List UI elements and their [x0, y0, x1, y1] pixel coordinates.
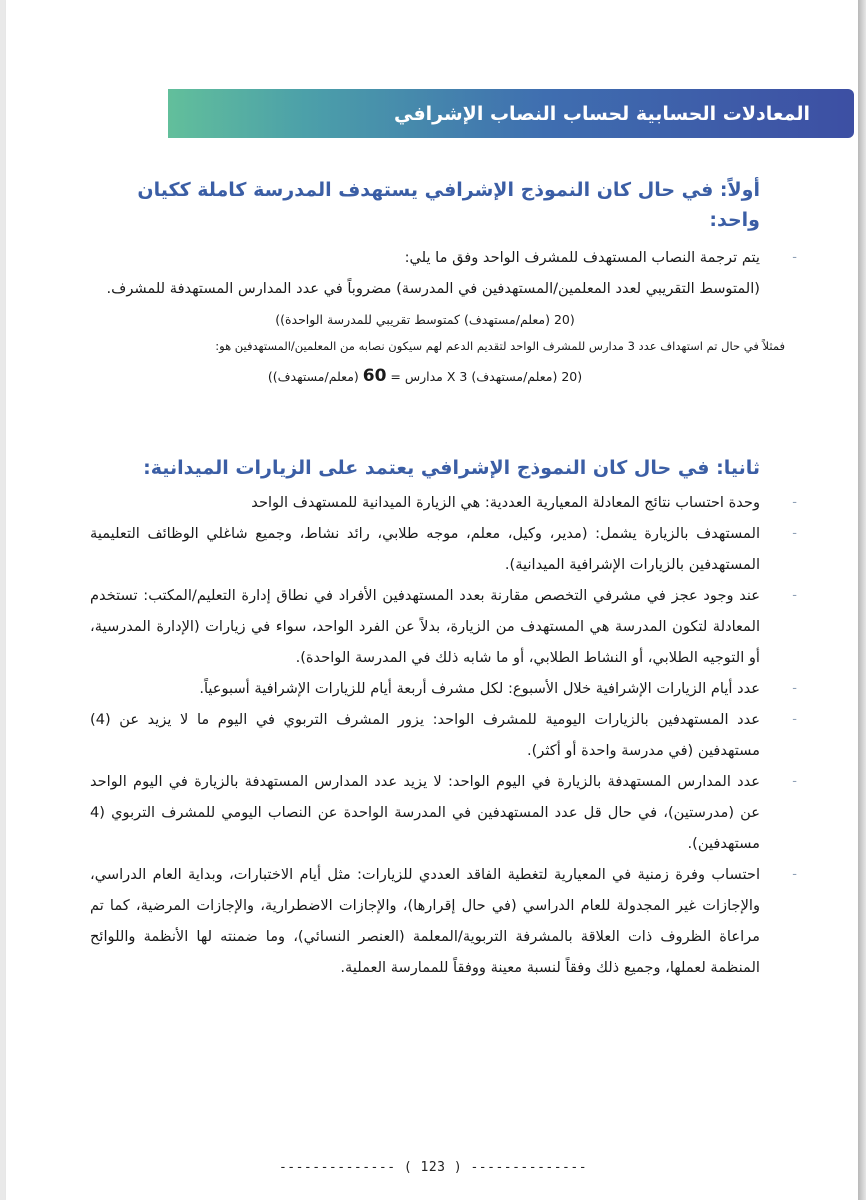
example-note: (20 (معلم/مستهدف) كمتوسط تقريبي للمدرسة الواحدة)) — [275, 312, 575, 327]
page-edge — [858, 0, 866, 1200]
list-item: - المستهدف بالزيارة يشمل: (مدير، وكيل، معلم، موجه طلابي، رائد نشاط، وجميع شاغلي الوظائف التعليمية المستهدفين بالزيارات الإشرافية الميدانية). — [90, 518, 760, 580]
bullet-dash-icon: - — [792, 495, 797, 510]
list-item: - عدد أيام الزيارات الإشرافية خلال الأسبوع: لكل مشرف أربعة أيام للزيارات الإشرافية أسبوعياً. — [90, 673, 760, 704]
list-item: - يتم ترجمة النصاب المستهدف للمشرف الواحد وفق ما يلي: — [90, 242, 760, 273]
equation-prefix: (20 (معلم/مستهدف) X 3 مدارس = — [386, 369, 583, 384]
list-item: - احتساب وفرة زمنية في المعيارية لتغطية الفاقد العددي للزيارات: مثل أيام الاختبارات، وبداية العام الدراسي، والإجازات غير المجدولة للعام الدراسي (في حال إقرارها)، والإجازات الاضطرارية، والإجازات المرضية، كما تم مراعاة الظروف ذات العلاقة بالمشرفة التربوية/المعلمة (العنصر النسائي)، وما ضمنته لها الأنظمة واللوائح المنظمة لعملها، وجميع ذلك وفقاً لنسبة معينة ووفقاً للممارسة العملية. — [90, 859, 760, 983]
page-number: -------------- ( 123 ) -------------- — [278, 1160, 588, 1175]
list-item: - عند وجود عجز في مشرفي التخصص مقارنة بعدد المستهدفين الأفراد في نطاق إدارة التعليم/المكتب: تستخدم المعادلة لتكون المدرسة هي المستهدف من الزيارة، بدلاً عن الفرد الواحد، سواء في زيارات (الإدارة المدرسية، أو التوجيه الطلابي، أو النشاط الطلابي، أو ما شابه ذلك في المدرسة الواحدة). — [90, 580, 760, 673]
section-1 — [90, 175, 797, 387]
bullet-dash-icon: - — [792, 250, 797, 265]
example-explanation: فمثلاً في حال تم استهداف عدد 3 مدارس للمشرف الواحد لتقديم الدعم لهم سيكون نصابه من المعلمين/المستهدفين هو: — [215, 339, 785, 353]
section-banner — [168, 89, 854, 138]
example-equation — [90, 366, 760, 387]
list-item: - عدد المدارس المستهدفة بالزيارة في اليوم الواحد: لا يزيد عدد المدارس المستهدفة بالزيارة في اليوم الواحد عن (مدرستين)، في حال قل عدد المستهدفين في المدرسة الواحدة عن النصاب اليومي للمشرف التربوي (4 مستهدفين). — [90, 766, 760, 859]
list-item: - عدد المستهدفين بالزيارات اليومية للمشرف الواحد: يزور المشرف التربوي في اليوم ما لا يزيد عن (4) مستهدفين (في مدرسة واحدة أو أكثر). — [90, 704, 760, 766]
banner-title: المعادلات الحسابية لحساب النصاب الإشرافي — [394, 102, 810, 125]
equation-result: 60 — [362, 366, 387, 386]
bullet-dash-icon: - — [792, 774, 797, 789]
equation-suffix: (معلم/مستهدف)) — [267, 369, 363, 384]
bullet-dash-icon: - — [792, 867, 797, 882]
list-item: - وحدة احتساب نتائج المعادلة المعيارية العددية: هي الزيارة الميدانية للمستهدف الواحد — [90, 487, 760, 518]
section-1-list — [90, 242, 797, 273]
section-1-heading: أولاً: في حال كان النموذج الإشرافي يستهدف المدرسة كاملة ككيان واحد: — [137, 179, 760, 231]
section-2-heading: ثانيا: في حال كان النموذج الإشرافي يعتمد على الزيارات الميدانية: — [143, 457, 760, 479]
bullet-dash-icon: - — [792, 588, 797, 603]
section-2-list — [90, 487, 797, 983]
formula-paragraph: (المتوسط التقريبي لعدد المعلمين/المستهدفين في المدرسة) مضروباً في عدد المدارس المستهدفة للمشرف. — [106, 280, 760, 297]
bullet-dash-icon: - — [792, 681, 797, 696]
bullet-dash-icon: - — [792, 712, 797, 727]
bullet-dash-icon: - — [792, 526, 797, 541]
section-2 — [90, 453, 797, 983]
